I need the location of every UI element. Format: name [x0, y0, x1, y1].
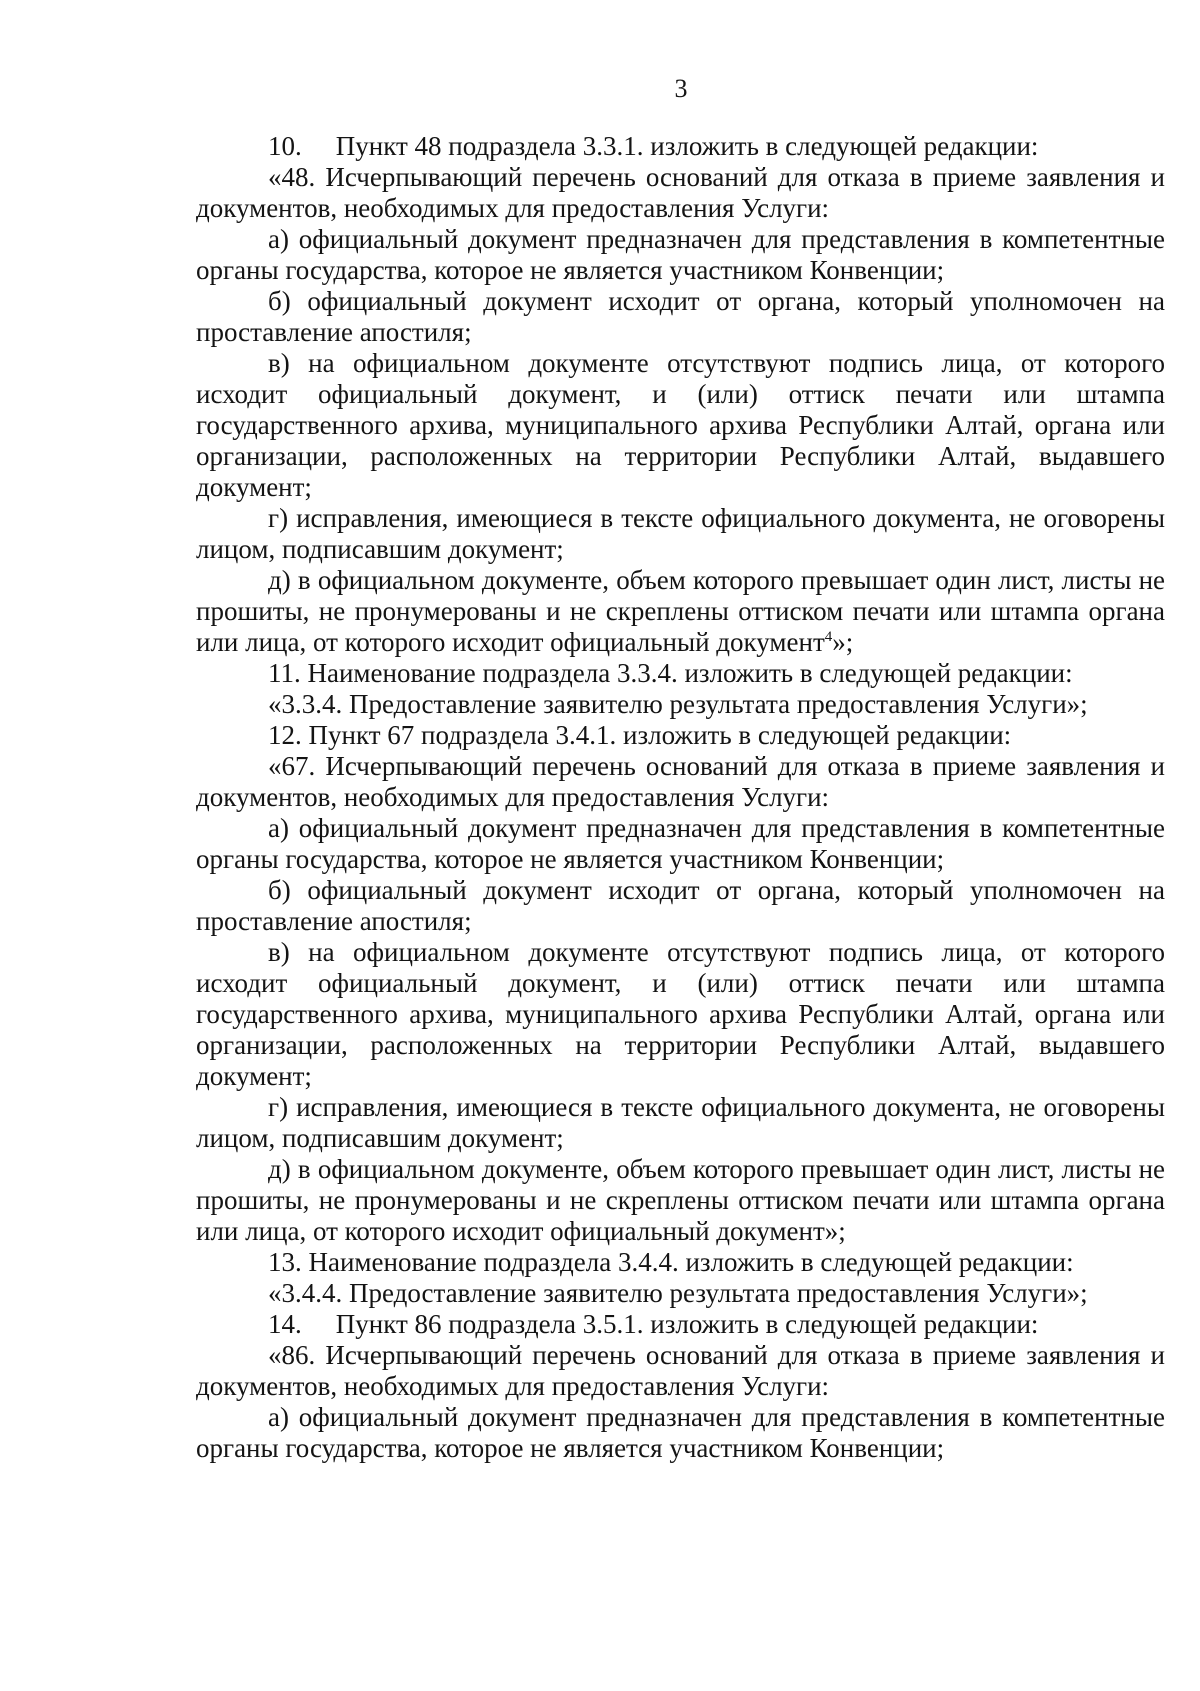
paragraph: «48. Исчерпывающий перечень оснований для отказа в приеме заявления и документов, необходимых для предоставления Услуги: — [196, 162, 1165, 223]
paragraph: «67. Исчерпывающий перечень оснований для отказа в приеме заявления и документов, необходимых для предоставления Услуги: — [196, 751, 1165, 812]
paragraph-text: Пункт 48 подраздела 3.3.1. изложить в следующей редакции: — [335, 131, 1039, 161]
paragraph-text: д) в официальном документе, объем которого превышает один лист, листы не прошиты, не пронумерованы и не скреплены оттиском печати или штампа органа или лица, от которого исходит официальный документ — [196, 565, 1165, 657]
paragraph: «3.4.4. Предоставление заявителю результата предоставления Услуги»; — [268, 1278, 1088, 1308]
paragraph: а) официальный документ предназначен для представления в компетентные органы государства, которое не является участником Конвенции; — [196, 1402, 1165, 1463]
paragraph: «86. Исчерпывающий перечень оснований для отказа в приеме заявления и документов, необходимых для предоставления Услуги: — [196, 1340, 1165, 1401]
paragraph-item-14 — [196, 1309, 1165, 1340]
paragraph: б) официальный документ исходит от органа, который уполномочен на проставление апостиля; — [196, 286, 1165, 347]
paragraph: б) официальный документ исходит от органа, который уполномочен на проставление апостиля; — [196, 875, 1165, 936]
paragraph: 11. Наименование подраздела 3.3.4. изложить в следующей редакции: — [268, 658, 1073, 688]
paragraph: г) исправления, имеющиеся в тексте официального документа, не оговорены лицом, подписавшим документ; — [196, 503, 1165, 564]
paragraph: д) в официальном документе, объем которого превышает один лист, листы не прошиты, не пронумерованы и не скреплены оттиском печати или штампа органа или лица, от которого исходит официальный документ»; — [196, 1154, 1165, 1246]
paragraph: а) официальный документ предназначен для представления в компетентные органы государства, которое не является участником Конвенции; — [196, 813, 1165, 874]
page-number: 3 — [674, 74, 688, 103]
paragraph-text: Пункт 86 подраздела 3.5.1. изложить в следующей редакции: — [335, 1309, 1039, 1339]
paragraph: «3.3.4. Предоставление заявителю результата предоставления Услуги»; — [268, 689, 1088, 719]
paragraph: 12. Пункт 67 подраздела 3.4.1. изложить в следующей редакции: — [268, 720, 1012, 750]
footnote-ref: 4 — [824, 629, 833, 645]
paragraph: а) официальный документ предназначен для представления в компетентные органы государства, которое не является участником Конвенции; — [196, 224, 1165, 285]
paragraph-tail: »; — [832, 627, 854, 657]
paragraph-item-10 — [196, 131, 1165, 162]
paragraph: в) на официальном документе отсутствуют подпись лица, от которого исходит официальный документ, и (или) оттиск печати или штампа государственного архива, муниципального архива Республики Алтай, органа или организации, расположенных на территории Республики Алтай, выдавшего документ; — [196, 937, 1165, 1091]
paragraph: г) исправления, имеющиеся в тексте официального документа, не оговорены лицом, подписавшим документ; — [196, 1092, 1165, 1153]
paragraph-with-footnote — [196, 565, 1165, 658]
item-number: 14. — [268, 1309, 302, 1339]
item-number: 10. — [268, 131, 302, 161]
paragraph: 13. Наименование подраздела 3.4.4. изложить в следующей редакции: — [268, 1247, 1074, 1277]
document-body — [196, 131, 1165, 1464]
paragraph: в) на официальном документе отсутствуют подпись лица, от которого исходит официальный документ, и (или) оттиск печати или штампа государственного архива, муниципального архива Республики Алтай, органа или организации, расположенных на территории Республики Алтай, выдавшего документ; — [196, 348, 1165, 502]
